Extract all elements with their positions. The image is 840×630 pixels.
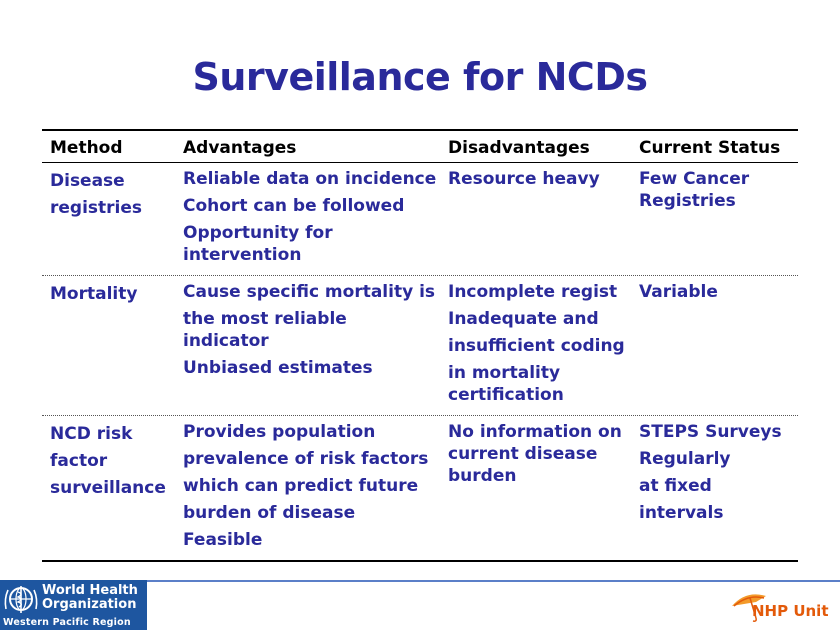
who-emblem-icon — [2, 583, 40, 615]
header-disadvantages: Disadvantages — [448, 138, 590, 158]
slide-title: Surveillance for NCDs — [192, 55, 648, 99]
disadvantage-item: No information on current disease burden — [448, 422, 622, 486]
advantage-item: Provides population — [183, 422, 376, 442]
status-cell — [639, 421, 797, 556]
advantage-item: Unbiased estimates — [183, 358, 373, 378]
method-line: Disease — [50, 171, 125, 191]
who-logo — [0, 580, 147, 630]
disadvantage-item: Inadequate and — [448, 309, 599, 329]
nhp-unit-label: NHP Unit — [752, 602, 829, 620]
header-advantages: Advantages — [183, 138, 297, 158]
status-item: Variable — [639, 282, 718, 302]
who-name-line: Organization — [42, 597, 137, 612]
advantage-item: which can predict future — [183, 476, 419, 496]
status-item: STEPS Surveys — [639, 422, 782, 442]
header-method: Method — [50, 138, 123, 158]
method-line: Mortality — [50, 284, 138, 304]
disadvantage-item: Incomplete regist — [448, 282, 618, 302]
method-line: surveillance — [50, 478, 166, 498]
advantage-item: Cohort can be followed — [183, 196, 405, 216]
method-cell — [42, 421, 183, 556]
status-cell — [639, 281, 797, 411]
status-item: at fixed — [639, 476, 712, 496]
ncd-surveillance-table — [42, 129, 798, 562]
disadvantages-cell — [448, 421, 639, 556]
advantage-item: Reliable data on incidence — [183, 169, 437, 189]
status-cell — [639, 168, 797, 271]
table-row — [42, 276, 798, 415]
table-row — [42, 163, 798, 275]
status-item: Regularly — [639, 449, 731, 469]
method-line: factor — [50, 451, 108, 471]
disadvantage-item: in mortality certification — [448, 363, 564, 405]
table-header-row — [42, 131, 798, 162]
status-item: intervals — [639, 503, 724, 523]
who-name — [42, 584, 138, 612]
status-item: Few Cancer Registries — [639, 169, 750, 211]
advantage-item: burden of disease — [183, 503, 356, 523]
disadvantage-item: Resource heavy — [448, 169, 600, 189]
disadvantages-cell — [448, 281, 639, 411]
who-name-line: World Health — [42, 583, 138, 598]
table-bottom-rule — [42, 560, 798, 562]
advantages-cell — [183, 168, 448, 271]
advantage-item: prevalence of risk factors — [183, 449, 429, 469]
method-cell — [42, 168, 183, 271]
who-region-label: Western Pacific Region — [3, 617, 131, 628]
advantages-cell — [183, 421, 448, 556]
method-cell — [42, 281, 183, 411]
advantage-item: the most reliable indicator — [183, 309, 347, 351]
advantages-cell — [183, 281, 448, 411]
method-line: NCD risk — [50, 424, 133, 444]
table-row — [42, 416, 798, 560]
method-line: registries — [50, 198, 143, 218]
advantage-item: Feasible — [183, 530, 263, 550]
advantage-item: Opportunity for intervention — [183, 223, 333, 265]
disadvantages-cell — [448, 168, 639, 271]
advantage-item: Cause specific mortality is — [183, 282, 436, 302]
disadvantage-item: insufficient coding — [448, 336, 625, 356]
header-current-status: Current Status — [639, 138, 781, 158]
